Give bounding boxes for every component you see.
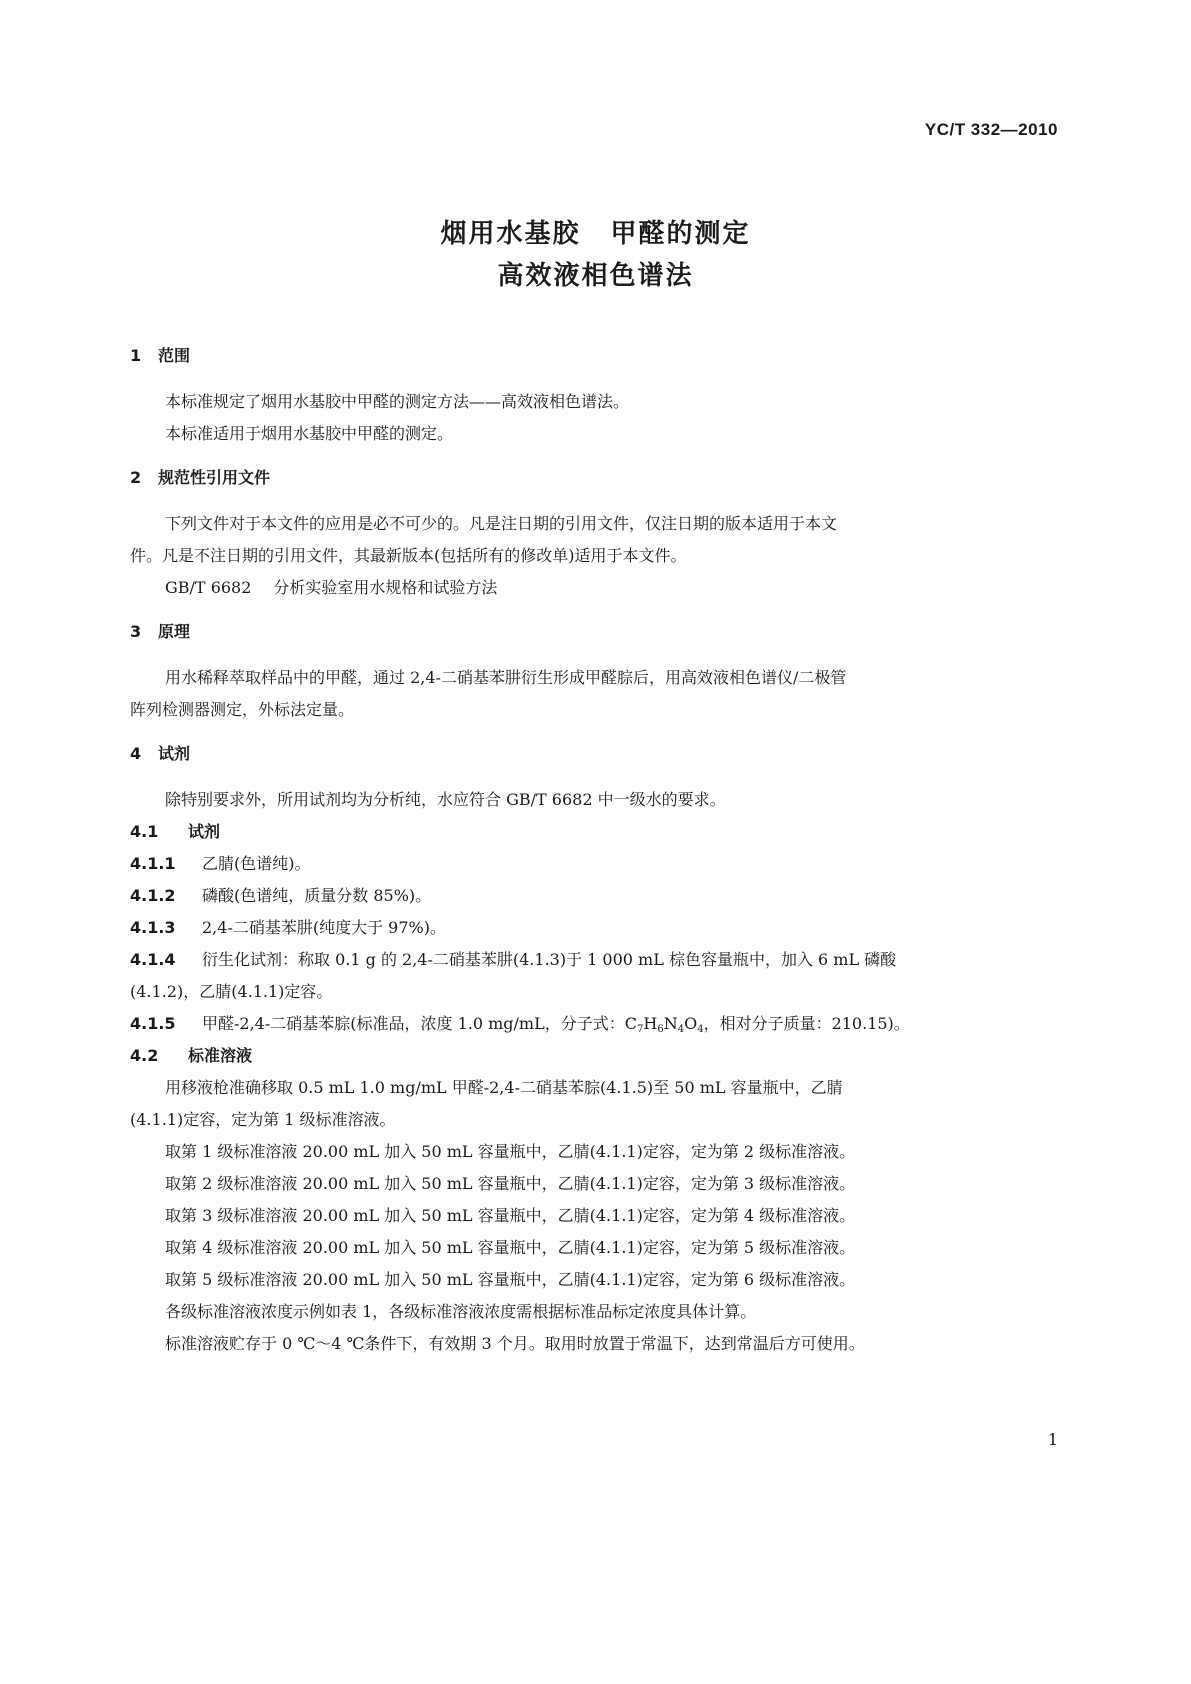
concentration-note: 各级标准溶液浓度示例如表 1，各级标准溶液浓度需根据标准品标定浓度具体计算。 [165, 1302, 757, 1321]
document-body [130, 340, 1060, 1360]
title-subject: 烟用水基胶 [440, 219, 581, 249]
section-2-paragraph-1a: 下列文件对于本文件的应用是必不可少的。凡是注日期的引用文件，仅注日期的版本适用于本文 [165, 514, 838, 533]
section-4-heading: 4 试剂 [130, 744, 191, 763]
reference-code: GB/T 6682 [165, 578, 252, 597]
standard-solution-paragraph-1b: (4.1.1)定容，定为第 1 级标准溶液。 [130, 1110, 396, 1129]
subsection-4-2-heading: 4.2 标准溶液 [130, 1046, 253, 1065]
section-2-heading: 2 规范性引用文件 [130, 468, 271, 487]
section-3-paragraph-1a: 用水稀释萃取样品中的甲醛，通过 2,4-二硝基苯肼衍生形成甲醛腙后，用高效液相色谱仪/二极管 [165, 668, 847, 687]
dilution-step: 取第 4 级标准溶液 20.00 mL 加入 50 mL 容量瓶中，乙腈(4.1.1)定容，定为第 5 级标准溶液。 [165, 1238, 856, 1257]
document-title-line2: 高效液相色谱法 [497, 261, 694, 291]
section-1-heading: 1 范围 [130, 346, 191, 365]
molecular-formula: $C_7H_6N_4O_4$ [624, 1014, 704, 1035]
section-1-paragraph-1: 本标准规定了烟用水基胶中甲醛的测定方法——高效液相色谱法。 [165, 392, 630, 411]
section-1-paragraph-2: 本标准适用于烟用水基胶中甲醛的测定。 [165, 424, 454, 443]
storage-note: 标准溶液贮存于 0 ℃～4 ℃条件下，有效期 3 个月。取用时放置于常温下，达到常温后方可使用。 [165, 1334, 865, 1353]
dilution-step: 取第 5 级标准溶液 20.00 mL 加入 50 mL 容量瓶中，乙腈(4.1.1)定容，定为第 6 级标准溶液。 [165, 1270, 856, 1289]
section-3-paragraph-1b: 阵列检测器测定，外标法定量。 [130, 700, 355, 719]
standard-code: YC/T 332—2010 [924, 120, 1058, 139]
page-number: 1 [1047, 1430, 1058, 1449]
clause-4-1-4: 4.1.4 衍生化试剂：称取 0.1 g 的 2,4-二硝基苯肼(4.1.3)于 1 000 mL 棕色容量瓶中，加入 6 mL 磷酸 [130, 950, 897, 969]
subsection-4-1-heading: 4.1 试剂 [130, 822, 221, 841]
title-measurand: 甲醛的测定 [610, 219, 751, 249]
clause-4-1-4-continued: (4.1.2)，乙腈(4.1.1)定容。 [130, 982, 333, 1001]
clause-4-1-3: 4.1.3 2,4-二硝基苯肼(纯度大于 97%)。 [130, 918, 446, 937]
clause-4-1-1: 4.1.1 乙腈(色谱纯)。 [130, 854, 311, 873]
dilution-step: 取第 2 级标准溶液 20.00 mL 加入 50 mL 容量瓶中，乙腈(4.1.1)定容，定为第 3 级标准溶液。 [165, 1174, 856, 1193]
reference-title: 分析实验室用水规格和试验方法 [273, 578, 498, 597]
standard-solution-paragraph-1a: 用移液枪准确移取 0.5 mL 1.0 mg/mL 甲醛-2,4-二硝基苯腙(4.1.5)至 50 mL 容量瓶中，乙腈 [165, 1078, 843, 1097]
section-2-paragraph-1b: 件。凡是不注日期的引用文件，其最新版本(包括所有的修改单)适用于本文件。 [130, 546, 687, 565]
section-3-heading: 3 原理 [130, 622, 191, 641]
normative-reference [130, 572, 1060, 604]
dilution-step: 取第 3 级标准溶液 20.00 mL 加入 50 mL 容量瓶中，乙腈(4.1.1)定容，定为第 4 级标准溶液。 [165, 1206, 856, 1225]
clause-4-1-5: 4.1.5 甲醛-2,4-二硝基苯腙(标准品，浓度 1.0 mg/mL，分子式：$C_7H_6N_4O_4$，相对分子质量：210.15)。 [130, 1014, 910, 1035]
dilution-step: 取第 1 级标准溶液 20.00 mL 加入 50 mL 容量瓶中，乙腈(4.1.1)定容，定为第 2 级标准溶液。 [165, 1142, 856, 1161]
section-4-intro: 除特别要求外，所用试剂均为分析纯，水应符合 GB/T 6682 中一级水的要求。 [165, 790, 726, 809]
document-title-line1 [0, 213, 1191, 250]
clause-4-1-2: 4.1.2 磷酸(色谱纯，质量分数 85%)。 [130, 886, 432, 905]
